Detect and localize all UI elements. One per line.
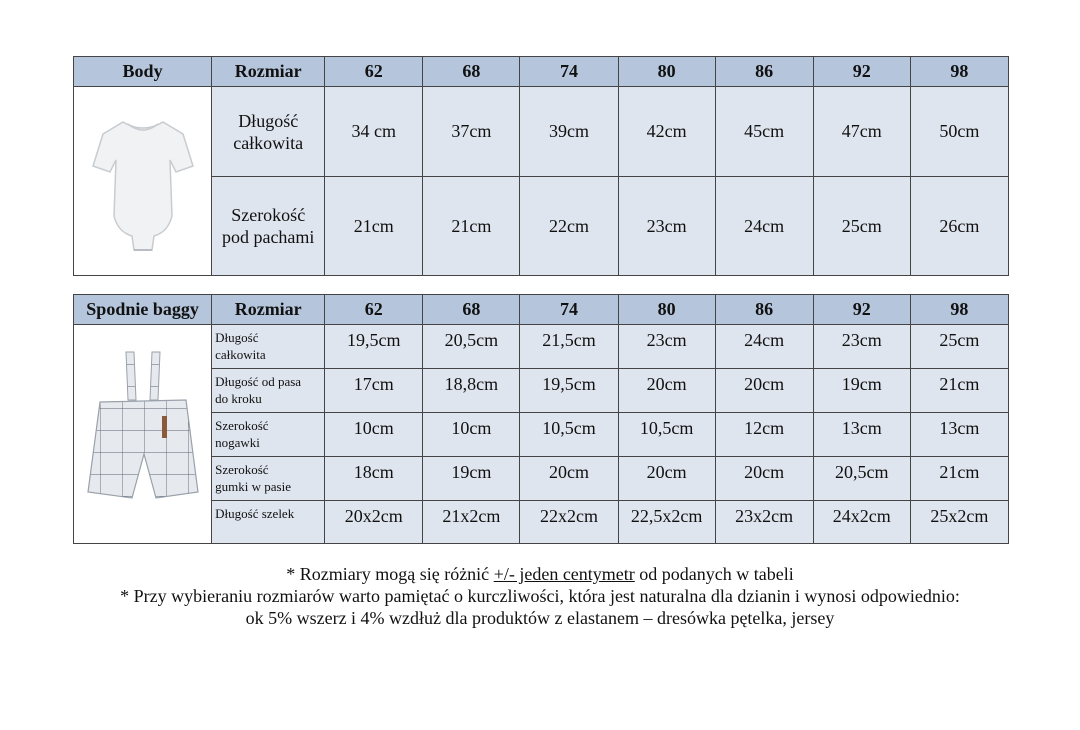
label-line: nogawki xyxy=(215,435,260,450)
table-cell: 25cm xyxy=(813,177,910,276)
row-label xyxy=(212,501,325,544)
table-cell: 12cm xyxy=(715,413,813,457)
label-line: całkowita xyxy=(233,132,304,153)
table-row xyxy=(74,413,1009,457)
size-col: 62 xyxy=(325,57,423,87)
note-line-2: * Przy wybieraniu rozmiarów warto pamiętać o kurczliwości, która jest naturalna dla dzianin i wynosi odpowiednio: xyxy=(120,586,960,606)
size-col: 74 xyxy=(520,57,618,87)
table-row xyxy=(74,325,1009,369)
note-line-1 xyxy=(0,563,1080,585)
table-row xyxy=(74,87,1009,177)
table-row xyxy=(74,369,1009,413)
row-label xyxy=(212,457,325,501)
table-cell: 13cm xyxy=(813,413,910,457)
table-cell: 20,5cm xyxy=(813,457,910,501)
table-cell: 20,5cm xyxy=(423,325,520,369)
table-cell: 19,5cm xyxy=(325,325,423,369)
table-cell: 19cm xyxy=(423,457,520,501)
size-col: 92 xyxy=(813,295,910,325)
size-notes xyxy=(0,563,1080,629)
table-cell: 19,5cm xyxy=(520,369,618,413)
bodysuit-image xyxy=(74,87,212,276)
row-label xyxy=(212,413,325,457)
table-cell: 20cm xyxy=(715,457,813,501)
table-cell: 50cm xyxy=(910,87,1008,177)
table-row xyxy=(74,501,1009,544)
pants-image xyxy=(74,325,212,544)
size-header: Rozmiar xyxy=(212,57,325,87)
table-cell: 24cm xyxy=(715,325,813,369)
table-cell: 18cm xyxy=(325,457,423,501)
row-label xyxy=(212,87,325,177)
table-cell: 10,5cm xyxy=(618,413,715,457)
table-cell: 22cm xyxy=(520,177,618,276)
table-cell: 10cm xyxy=(423,413,520,457)
table-cell: 10,5cm xyxy=(520,413,618,457)
table-cell: 21cm xyxy=(423,177,520,276)
table-cell: 22x2cm xyxy=(520,501,618,544)
table-cell: 21x2cm xyxy=(423,501,520,544)
table-cell: 19cm xyxy=(813,369,910,413)
product-name: Spodnie baggy xyxy=(74,295,212,325)
size-col: 86 xyxy=(715,57,813,87)
size-col: 62 xyxy=(325,295,423,325)
row-label xyxy=(212,369,325,413)
table-cell: 23cm xyxy=(813,325,910,369)
table-cell: 24cm xyxy=(715,177,813,276)
note-line-3: ok 5% wszerz i 4% wzdłuż dla produktów z elastanem – dresówka pętelka, jersey xyxy=(245,608,835,628)
size-col: 74 xyxy=(520,295,618,325)
table-cell: 21,5cm xyxy=(520,325,618,369)
table-row xyxy=(74,457,1009,501)
row-label xyxy=(212,325,325,369)
size-col: 68 xyxy=(423,295,520,325)
table-cell: 10cm xyxy=(325,413,423,457)
table-cell: 21cm xyxy=(325,177,423,276)
size-col: 86 xyxy=(715,295,813,325)
label-line: pod pachami xyxy=(221,227,315,247)
table-cell: 17cm xyxy=(325,369,423,413)
table-cell: 34 cm xyxy=(325,87,423,177)
product-name: Body xyxy=(74,57,212,87)
table-cell: 22,5x2cm xyxy=(618,501,715,544)
label-line: Długość od pasa xyxy=(215,374,302,389)
label-line: do kroku xyxy=(215,391,262,406)
table-cell: 23cm xyxy=(618,325,715,369)
bodysuit-icon xyxy=(88,104,198,254)
note-underlined-text: +/- jeden centymetr xyxy=(493,564,635,584)
table-cell: 39cm xyxy=(520,87,618,177)
label-line: Szerokość xyxy=(231,205,306,225)
overalls-icon xyxy=(78,342,208,522)
table-cell: 13cm xyxy=(910,413,1008,457)
table-cell: 18,8cm xyxy=(423,369,520,413)
label-line: Szerokość xyxy=(215,462,269,477)
table-cell: 20cm xyxy=(618,457,715,501)
table-cell: 45cm xyxy=(715,87,813,177)
label-line: Długość xyxy=(238,110,299,131)
table-cell: 42cm xyxy=(618,87,715,177)
table-cell: 20cm xyxy=(715,369,813,413)
pants-size-table xyxy=(73,294,1009,544)
table-cell: 23cm xyxy=(618,177,715,276)
table-cell: 25x2cm xyxy=(910,501,1008,544)
label-line: Szerokość xyxy=(215,418,269,433)
table-cell: 47cm xyxy=(813,87,910,177)
table-cell: 24x2cm xyxy=(813,501,910,544)
size-col: 98 xyxy=(910,295,1008,325)
table-header-row xyxy=(74,57,1009,87)
row-label xyxy=(212,177,325,276)
size-col: 68 xyxy=(423,57,520,87)
table-cell: 37cm xyxy=(423,87,520,177)
label-line: Długość xyxy=(215,330,259,345)
table-header-row xyxy=(74,295,1009,325)
size-header: Rozmiar xyxy=(212,295,325,325)
label-line: gumki w pasie xyxy=(215,479,291,494)
body-size-table xyxy=(73,56,1009,276)
size-col: 80 xyxy=(618,57,715,87)
table-cell: 20x2cm xyxy=(325,501,423,544)
table-cell: 23x2cm xyxy=(715,501,813,544)
table-cell: 25cm xyxy=(910,325,1008,369)
note-text: od podanych w tabeli xyxy=(634,564,794,584)
table-cell: 21cm xyxy=(910,457,1008,501)
label-line: Długość szelek xyxy=(215,506,295,521)
table-cell: 21cm xyxy=(910,369,1008,413)
table-cell: 20cm xyxy=(618,369,715,413)
size-col: 98 xyxy=(910,57,1008,87)
label-line: całkowita xyxy=(215,347,266,362)
table-cell: 20cm xyxy=(520,457,618,501)
size-col: 92 xyxy=(813,57,910,87)
table-cell: 26cm xyxy=(910,177,1008,276)
note-text: * Rozmiary mogą się różnić xyxy=(286,564,494,584)
size-col: 80 xyxy=(618,295,715,325)
table-row xyxy=(74,177,1009,276)
